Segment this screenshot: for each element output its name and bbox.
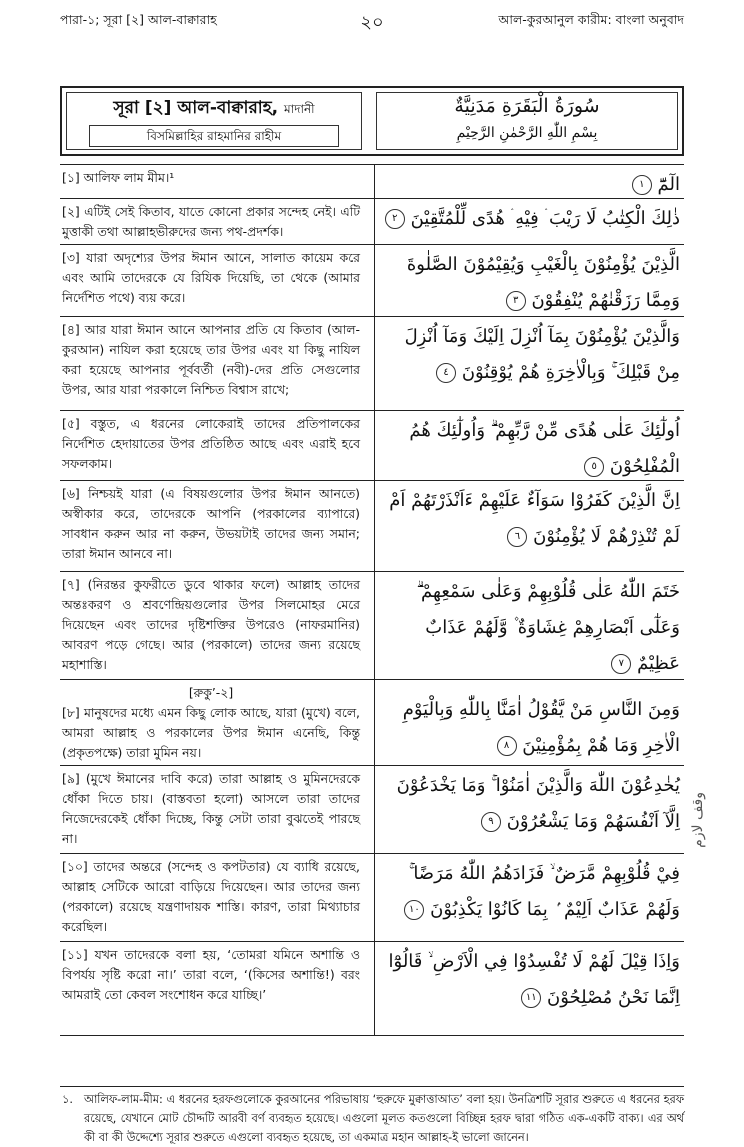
verse-row-4 <box>60 317 684 411</box>
arabic-verse <box>384 942 680 1016</box>
translation-bn: [২] এটিই সেই কিতাব, যাতে কোনো প্রকার সন্দেহ নেই। এটি মুত্তাকী তথা আল্লাহভীরুদের জন্য পথ-প্রদর্শক। <box>62 204 360 239</box>
arabic-verse <box>384 199 680 237</box>
verse-row-8 <box>60 680 684 766</box>
verse-row-6 <box>60 481 684 572</box>
translation-bn: [১] আলিফ লাম মীম।¹ <box>62 170 175 185</box>
arabic-verse <box>384 245 680 319</box>
arabic-text: يُخٰدِعُوْنَ اللّٰهَ وَالَّذِيْنَ اٰمَنُوْا ۚ وَمَا يَخْدَعُوْنَ اِلَّآ اَنْفُسَهُمْ وَمَا يَشْعُرُوْنَ <box>396 775 680 832</box>
arabic-verse <box>384 317 680 391</box>
arabic-verse <box>384 766 680 840</box>
ayah-number: ٣ <box>506 291 526 311</box>
verse-row-2 <box>60 199 684 245</box>
arabic-verse <box>384 165 680 203</box>
column-divider <box>374 411 375 480</box>
footnote-text: আলিফ-লাম-মীম: এ ধরনের হরফগুলোকে কুরআনের পরিভাষায় ‘হুরুফে মুক্বাত্তাআত’ বলা হয়। উনত্রিশটি সূরার শুরুতে এ ধরনের হরফ রয়েছে, যেখানে মোট চৌদ্দটি আরবী বর্ণ ব্যবহৃত হয়েছে। এগুলো মূলত কতগুলো বিচ্ছিন্ন হরফ দ্বারা গঠিত এক-একটি বাক্য। এর অর্থ কী বা কী উদ্দেশ্যে সূরার শুরুতে এগুলো ব্যবহৃত হয়েছে, তা একমাত্র মহান আল্লাহ-ই ভালো জানেন। <box>84 1093 684 1144</box>
arabic-text: الَّذِيْنَ يُؤْمِنُوْنَ بِالْغَيْبِ وَيُقِيْمُوْنَ الصَّلٰوةَ وَمِمَّا رَزَقْنٰهُمْ يُنْفِقُوْنَ <box>406 254 680 311</box>
arabic-text: اِنَّ الَّذِيْنَ كَفَرُوْا سَوَآءٌ عَلَيْهِمْ ءَاَنْذَرْتَهُمْ اَمْ لَمْ تُنْذِرْهُمْ لَا يُؤْمِنُوْنَ <box>389 490 680 547</box>
ayah-number: ٢ <box>385 209 405 229</box>
arabic-verse <box>384 481 680 555</box>
translation-bn-block <box>60 680 368 763</box>
sura-header-bengali <box>66 92 362 150</box>
verse-table <box>60 164 684 1036</box>
footnote-divider <box>60 1086 684 1087</box>
translation-bn: [৯] (মুখে ঈমানের দাবি করে) তারা আল্লাহ ও মুমিনদেরকে ধোঁকা দিতে চায়। (বাস্তবতা হলো) আসলে তারা তাদের নিজেদেরকেই ধোঁকা দিচ্ছে, কিন্তু সেটা তারা বুঝতেই পারছে না। <box>62 771 360 846</box>
column-divider <box>374 854 375 941</box>
sura-title-bn <box>67 95 361 123</box>
arabic-verse <box>384 680 680 764</box>
column-divider <box>374 199 375 244</box>
column-divider <box>374 481 375 571</box>
verse-row-9 <box>60 766 684 854</box>
footnote-number: ১. <box>62 1093 73 1106</box>
arabic-text: اُولٰٓئِكَ عَلٰى هُدًى مِّنْ رَّبِّهِمْ ۗ وَاُولٰٓئِكَ هُمُ الْمُفْلِحُوْنَ <box>409 420 680 477</box>
sura-header <box>60 86 684 156</box>
translation-bn: [১১] যখন তাদেরকে বলা হয়, ‘তোমরা যমিনে অশান্তি ও বিপর্যয় সৃষ্টি করো না।’ তারা বলে, ‘(কিসের অশান্তি!) বরং আমরাই তো কেবল সংশোধন করে যাচ্ছি।’ <box>62 947 360 1002</box>
sura-header-arabic <box>376 92 678 150</box>
verse-row-3 <box>60 245 684 317</box>
verse-row-10 <box>60 854 684 942</box>
arabic-verse <box>384 854 680 928</box>
waqf-marker: وقف لازم <box>690 792 706 848</box>
translation-bn: [৫] বস্তুত, এ ধরনের লোকেরাই তাদের প্রতিপালকের নির্দেশিত হেদায়াতের উপর প্রতিষ্ঠিত আছে এবং এরাই হবে সফলকাম। <box>62 416 360 471</box>
arabic-text: الٓمّٓ <box>657 174 680 195</box>
column-divider <box>374 165 375 198</box>
verse-row-11 <box>60 942 684 1036</box>
ayah-number: ١١ <box>521 988 541 1008</box>
translation-bn: [৩] যারা অদৃশ্যের উপর ঈমান আনে, সালাত কায়েম করে এবং আমি তাদেরকে যে রিযিক দিয়েছি, তা থেকে (আমার নির্দেশিত পথে) ব্যয় করে। <box>62 250 360 305</box>
verse-row-7 <box>60 572 684 680</box>
column-divider <box>374 245 375 316</box>
column-divider <box>374 942 375 1035</box>
column-divider <box>374 572 375 679</box>
arabic-text: فِيْ قُلُوْبِهِمْ مَّرَضٌ ۙ فَزَادَهُمُ اللّٰهُ مَرَضًا ۚ وَلَهُمْ عَذَابٌ اَلِيْمٌ ۢ بِمَا كَانُوْا يَكْذِبُوْنَ <box>408 863 680 920</box>
verse-row-5 <box>60 411 684 481</box>
sura-title-ar: سُورَةُ الْبَقَرَةِ مَدَنِيَّةٌ <box>454 95 600 117</box>
ayah-number: ٦ <box>507 527 527 547</box>
translation-bn: [৬] নিশ্চয়ই যারা (এ বিষয়গুলোর উপর ঈমান আনতে) অস্বীকার করে, তাদেরকে আপনি (পরকালের ব্যাপারে) সাবধান করুন আর না করুন, উভয়টাই তাদের জন্য সমান; তারা ঈমান আনবে না। <box>62 486 360 561</box>
arabic-text: ذٰلِكَ الْكِتٰبُ لَا رَيْبَ ۛ فِيْهِ ۛ هُدًى لِّلْمُتَّقِيْنَ <box>410 208 680 229</box>
arabic-text: وَاِذَا قِيْلَ لَهُمْ لَا تُفْسِدُوْا فِي الْاَرْضِ ۙ قَالُوْٓا اِنَّمَا نَحْنُ مُصْلِحُوْنَ <box>388 951 680 1008</box>
ayah-number: ٥ <box>584 457 604 477</box>
translation-bn: [৮] মানুষদের মধ্যে এমন কিছু লোক আছে, যারা (মুখে) বলে, আমরা আল্লাহ ও পরকালের উপর ঈমান এনেছি, কিন্তু (প্রকৃতপক্ষে) তারা মুমিন নয়। <box>62 705 360 760</box>
arabic-text: وَالَّذِيْنَ يُؤْمِنُوْنَ بِمَآ اُنْزِلَ اِلَيْكَ وَمَآ اُنْزِلَ مِنْ قَبْلِكَ ۚ وَبِالْاٰخِرَةِ هُمْ يُوْقِنُوْنَ <box>404 326 680 383</box>
running-header-right: আল-কুরআনুল কারীম: বাংলা অনুবাদ <box>498 12 684 27</box>
ayah-number: ١ <box>632 175 652 195</box>
column-divider <box>374 766 375 853</box>
bismillah-bn: বিসমিল্লাহির রাহমানির রাহীম <box>89 125 339 147</box>
sura-name-bn: সূরা [২] আল-বাক্বারাহ, <box>113 98 279 118</box>
footnote <box>60 1090 684 1147</box>
ruku-marker: [রুকু’-২] <box>188 685 234 700</box>
bismillah-ar: بِسْمِ اللّٰهِ الرَّحْمٰنِ الرَّحِيْمِ <box>456 125 598 141</box>
ayah-number: ٧ <box>611 654 631 674</box>
translation-bn: [৪] আর যারা ঈমান আনে আপনার প্রতি যে কিতাব (আল-কুরআন) নাযিল করা হয়েছে তার উপর এবং যা কিছু নাযিল করা হয়েছে আপনার পূর্ববর্তী (নবী)-দের প্রতি সেগুলোর উপর, আর যারা পরকালে নিশ্চিত বিশ্বাস রাখে; <box>62 322 360 397</box>
sura-type-bn: মাদানী <box>284 102 315 116</box>
column-divider <box>374 317 375 410</box>
ayah-number: ٩ <box>481 812 501 832</box>
column-divider <box>374 680 375 765</box>
ayah-number: ١٠ <box>404 900 424 920</box>
translation-bn: [৭] (নিরন্তর কুফরীতে ডুবে থাকার ফলে) আল্লাহ তাদের অন্তঃকরণ ও শ্রবণেন্দ্রিয়গুলোর উপর সিলমোহর মেরে দিয়েছেন এবং তাদের দৃষ্টিশক্তির উপরেও (নাফরমানির) আবরণ পড়ে গেছে। আর (পরকালে) তাদের জন্য রয়েছে মহাশাস্তি। <box>62 577 360 672</box>
arabic-text: خَتَمَ اللّٰهُ عَلٰى قُلُوْبِهِمْ وَعَلٰى سَمْعِهِمْ ۗ وَعَلٰٓى اَبْصَارِهِمْ غِشَاوَةٌ ۫ وَّلَهُمْ عَذَابٌ عَظِيْمٌ <box>416 581 680 674</box>
running-header <box>60 8 684 32</box>
verse-row-1 <box>60 165 684 199</box>
ayah-number: ٨ <box>497 736 517 756</box>
page-number: ২০ <box>360 12 384 33</box>
arabic-verse <box>384 411 680 485</box>
arabic-text: وَمِنَ النَّاسِ مَنْ يَّقُوْلُ اٰمَنَّا بِاللّٰهِ وَبِالْيَوْمِ الْاٰخِرِ وَمَا هُمْ بِمُؤْمِنِيْنَ <box>402 699 680 756</box>
running-header-left: পারা-১; সূরা [২] আল-বাক্বারাহ <box>60 12 217 27</box>
arabic-verse <box>384 572 680 682</box>
translation-bn: [১০] তাদের অন্তরে (সন্দেহ ও কপটতার) যে ব্যাধি রয়েছে, আল্লাহ সেটিকে আরো বাড়িয়ে দিয়েছেন। আর তাদের জন্য (পরকালে) রয়েছে যন্ত্রণাদায়ক শাস্তি। কারণ, তারা মিথ্যাচার করেছিল। <box>62 859 360 934</box>
ayah-number: ٤ <box>436 363 456 383</box>
